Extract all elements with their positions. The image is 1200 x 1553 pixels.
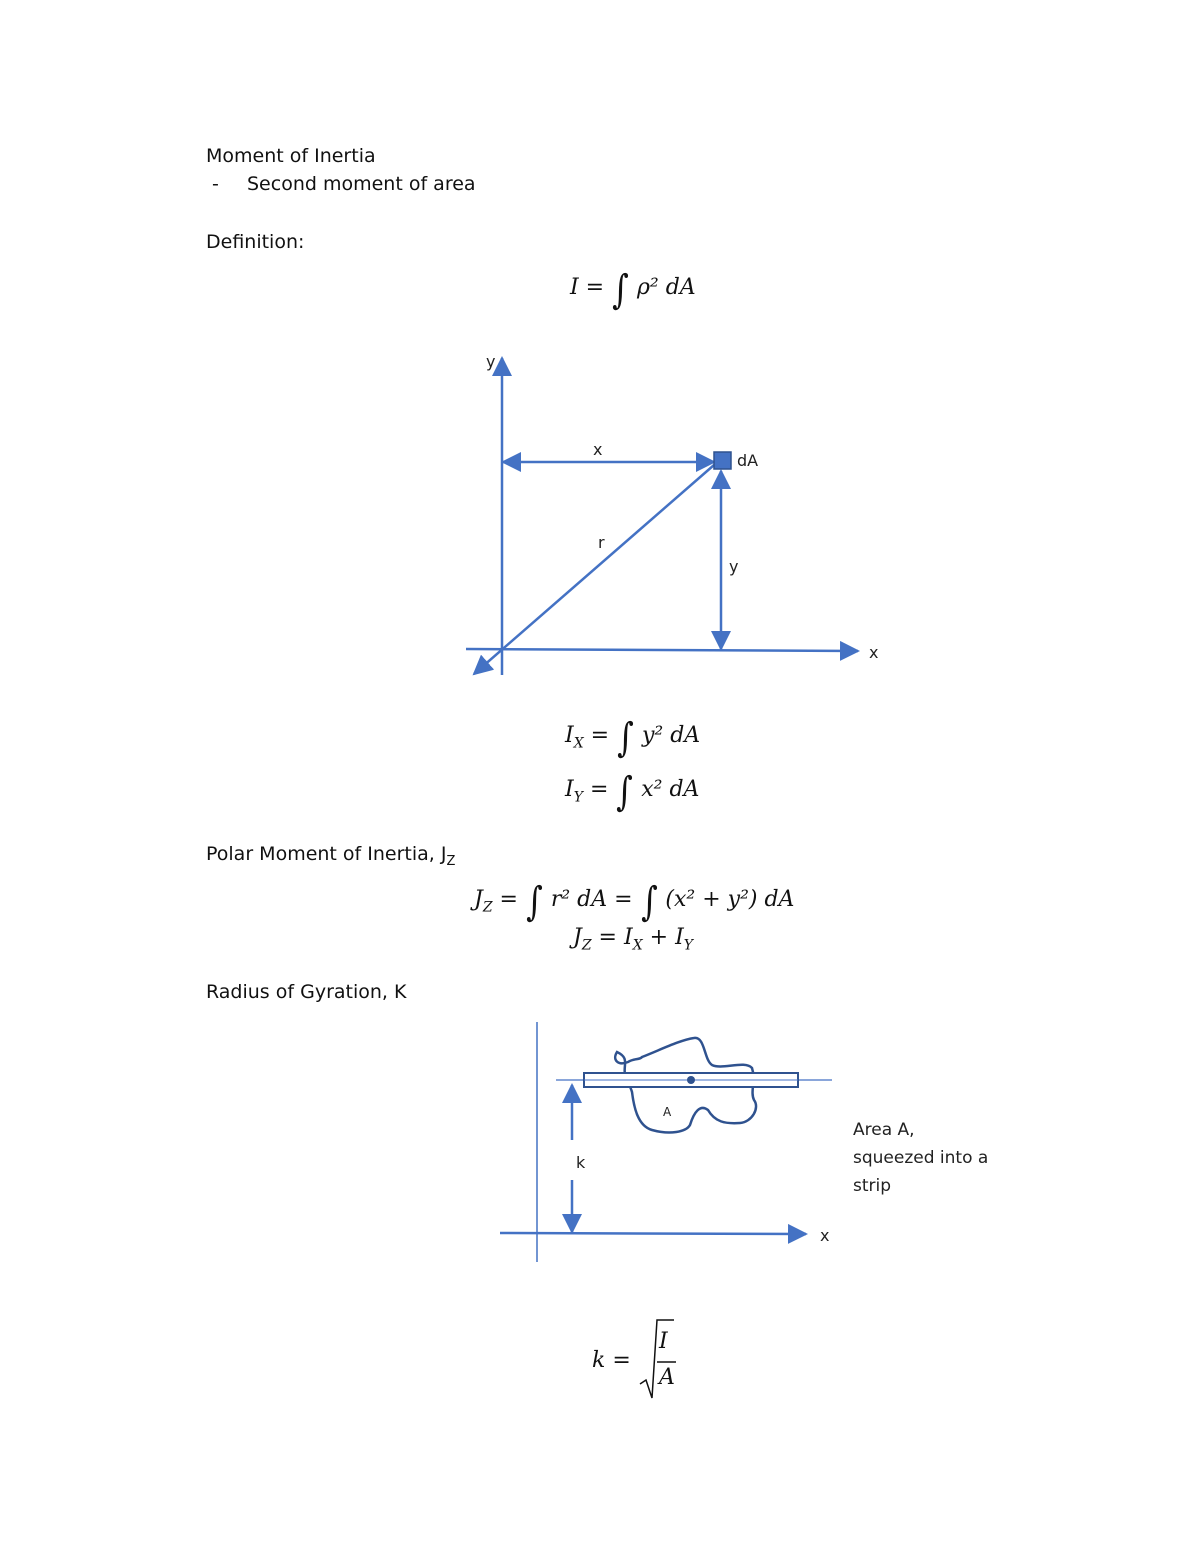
- diagram1-y-dimension-label: y: [729, 557, 739, 576]
- ix-symbol: I: [565, 723, 574, 748]
- diagram1-x-dimension-label: x: [593, 440, 603, 459]
- integral-sign: ∫: [640, 879, 658, 925]
- gyration-heading: Radius of Gyration, K: [206, 981, 407, 1003]
- iy-formula: $I_Y$ = ∫ x² dA: [565, 769, 700, 815]
- area-label: A: [663, 1105, 672, 1119]
- ix-formula: $I_X$ = ∫ y² dA: [565, 715, 701, 761]
- diagram1-radius-label: r: [598, 533, 605, 552]
- k-label: k: [576, 1153, 586, 1172]
- area-note-line2: squeezed into a: [853, 1148, 989, 1168]
- ix-term: I: [623, 925, 633, 950]
- iy-subscript: Y: [573, 789, 583, 806]
- bullet-dash: -: [212, 173, 219, 195]
- iy-term-subscript: Y: [683, 937, 694, 954]
- polar-heading-subscript: Z: [446, 853, 456, 869]
- diagram1-y-axis-label: y: [486, 352, 496, 371]
- integral-sign: ∫: [616, 769, 634, 815]
- definition-rhs: ρ² dA: [636, 275, 696, 300]
- jz-formula: $J_Z$ = ∫ r² dA = ∫ (x² + y²) dA: [474, 879, 795, 925]
- integral-sign: ∫: [526, 879, 543, 925]
- jz-integrand: (x² + y²) dA: [665, 887, 795, 912]
- iy-integrand: x² dA: [641, 777, 700, 802]
- k-formula-numerator: I: [659, 1329, 668, 1354]
- k-formula-denominator: A: [659, 1365, 675, 1390]
- bullet-text: Second moment of area: [247, 173, 476, 195]
- jz-middle: r² dA =: [550, 887, 633, 912]
- area-note-line1: Area A,: [853, 1120, 915, 1140]
- diagram1-element-label: dA: [737, 451, 759, 470]
- jz-subscript: Z: [482, 899, 493, 916]
- definition-label: Definition:: [206, 231, 305, 253]
- ix-subscript: X: [573, 735, 584, 752]
- page-title: Moment of Inertia: [206, 145, 376, 167]
- ix-term-subscript: X: [632, 937, 643, 954]
- k-formula-lhs: k =: [592, 1348, 631, 1373]
- gyration-x-axis-label: x: [820, 1226, 830, 1245]
- integral-sign: ∫: [612, 267, 629, 313]
- jz-symbol: J: [474, 887, 483, 912]
- area-note-line3: strip: [853, 1176, 892, 1196]
- integral-sign: ∫: [617, 715, 634, 761]
- polar-heading-text: Polar Moment of Inertia, J: [206, 843, 447, 865]
- jz-sum-formula: $J_Z = I_X + I_Y$: [573, 925, 694, 954]
- iy-term: I: [675, 925, 684, 950]
- jz-sum-subscript: Z: [581, 937, 592, 954]
- diagram1-x-axis-label: x: [869, 643, 879, 662]
- iy-symbol: I: [565, 777, 574, 802]
- ix-integrand: y² dA: [641, 723, 701, 748]
- jz-sum-symbol: J: [573, 925, 582, 950]
- definition-lhs: I =: [570, 275, 605, 300]
